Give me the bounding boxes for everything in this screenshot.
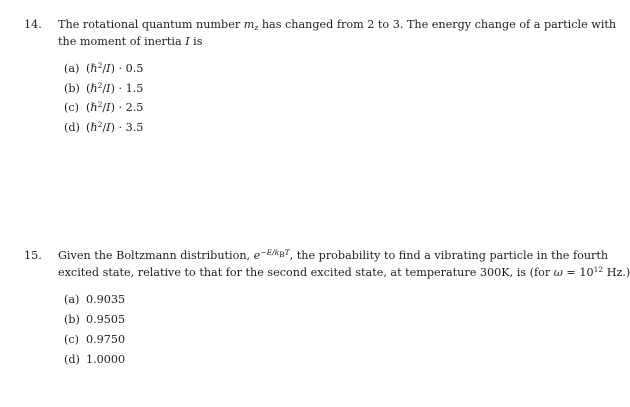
question-14-stem-line-1: The rotational quantum number $m_z$ has changed from 2 to 3. The energy change of a particle with <box>58 18 617 32</box>
question-14-stem-line-2: the moment of inertia I is <box>58 35 203 48</box>
question-15-option-a: (a) 0.9035 <box>64 293 126 306</box>
question-15-stem-line-1: Given the Boltzmann distribution, $e^{-E/k_BT}$, the probability to find a vibrating particle in the fourth <box>58 248 609 262</box>
question-14-option-a: (a) (ℏ$^2$/I) · 0.5 <box>64 61 144 75</box>
question-15-number: 15. <box>24 249 42 262</box>
question-14-option-c: (c) (ℏ$^2$/I) · 2.5 <box>64 100 144 114</box>
question-15-stem-line-2: excited state, relative to that for the second excited state, at temperature 300K, is (for $\omega = 10^{12}$ Hz.) <box>58 265 630 279</box>
question-14-number: 14. <box>24 18 42 31</box>
question-15-option-b: (b) 0.9505 <box>64 313 126 326</box>
question-14-option-b: (b) (ℏ$^2$/I) · 1.5 <box>64 81 144 95</box>
question-15-option-d: (d) 1.0000 <box>64 353 126 366</box>
question-14-option-d: (d) (ℏ$^2$/I) · 3.5 <box>64 120 144 134</box>
question-15-option-c: (c) 0.9750 <box>64 333 126 346</box>
